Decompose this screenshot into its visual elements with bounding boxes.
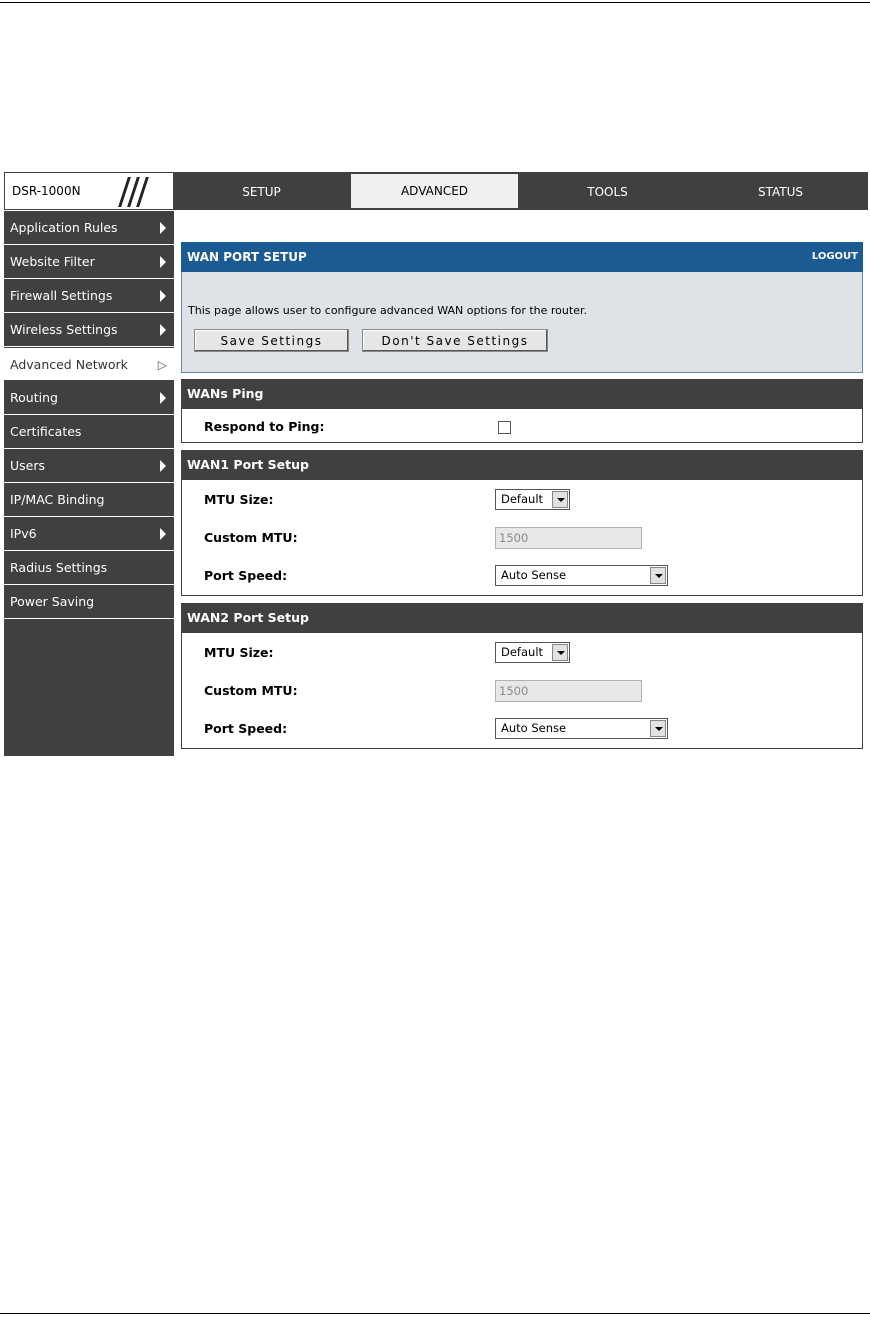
sidebar <box>4 211 174 756</box>
mtu-size-label: MTU Size: <box>204 492 274 507</box>
sidebar-item-label: Website Filter <box>10 254 95 269</box>
chevron-down-icon <box>552 644 568 661</box>
wan1-mtu-size-select[interactable] <box>495 489 570 510</box>
arrow-right-icon <box>160 290 166 302</box>
sidebar-item-label: Certificates <box>10 424 82 439</box>
sidebar-item-label: Users <box>10 458 46 473</box>
tab-status[interactable]: STATUS <box>695 172 866 210</box>
wan2-mtu-size-select[interactable] <box>495 642 570 663</box>
select-value: Default <box>501 645 544 659</box>
arrow-right-outline-icon: ▷ <box>157 358 167 372</box>
chevron-down-icon <box>650 720 666 737</box>
arrow-right-icon <box>160 256 166 268</box>
sidebar-item-label: IPv6 <box>10 526 37 541</box>
wan1-port-speed-select[interactable] <box>495 565 668 586</box>
arrow-right-icon <box>160 392 166 404</box>
tab-setup[interactable]: SETUP <box>176 172 347 210</box>
page-bottom-rule <box>0 1313 870 1314</box>
select-value: Auto Sense <box>501 568 567 582</box>
arrow-right-icon <box>160 528 166 540</box>
sidebar-item-label: Firewall Settings <box>10 288 113 303</box>
arrow-right-icon <box>160 460 166 472</box>
sidebar-item-firewall-settings[interactable] <box>4 279 174 313</box>
port-speed-label: Port Speed: <box>204 568 288 583</box>
wans-ping-header: WANs Ping <box>181 379 863 409</box>
wan1-custom-mtu-row <box>182 518 862 556</box>
wan1-port-setup-section <box>181 480 863 596</box>
sidebar-item-wireless-settings[interactable] <box>4 313 174 347</box>
sidebar-item-certificates[interactable] <box>4 415 174 449</box>
logout-link[interactable]: LOGOUT <box>811 251 858 262</box>
sidebar-item-label: Application Rules <box>10 220 118 235</box>
wan2-custom-mtu-row <box>182 671 862 709</box>
main-content <box>181 242 863 749</box>
wan2-mtu-size-row <box>182 633 862 671</box>
top-nav-bar <box>4 172 868 210</box>
main-tabs <box>176 172 868 210</box>
sidebar-item-label: IP/MAC Binding <box>10 492 105 507</box>
respond-to-ping-checkbox[interactable] <box>498 421 511 434</box>
wan2-port-speed-row <box>182 709 862 747</box>
sidebar-item-power-saving[interactable] <box>4 585 174 619</box>
select-value: Auto Sense <box>501 721 567 735</box>
chevron-down-icon <box>650 567 666 584</box>
wan-port-setup-header <box>181 242 863 272</box>
page-title: WAN PORT SETUP <box>187 250 307 264</box>
wan1-custom-mtu-input[interactable]: 1500 <box>495 527 642 549</box>
respond-to-ping-row <box>182 409 862 443</box>
sidebar-item-routing[interactable] <box>4 381 174 415</box>
wan2-port-setup-section <box>181 633 863 749</box>
custom-mtu-label: Custom MTU: <box>204 530 298 545</box>
sidebar-item-advanced-network[interactable] <box>4 347 174 381</box>
port-speed-label: Port Speed: <box>204 721 288 736</box>
sidebar-item-radius-settings[interactable] <box>4 551 174 585</box>
sidebar-item-label: Routing <box>10 390 58 405</box>
page-description: This page allows user to configure advanced WAN options for the router. <box>188 304 587 317</box>
dont-save-settings-button[interactable]: Don't Save Settings <box>362 329 548 352</box>
wan2-port-setup-header: WAN2 Port Setup <box>181 603 863 633</box>
sidebar-item-label: Power Saving <box>10 594 95 609</box>
wan-port-setup-panel <box>181 272 863 373</box>
wan2-custom-mtu-input[interactable]: 1500 <box>495 680 642 702</box>
sidebar-item-website-filter[interactable] <box>4 245 174 279</box>
tab-advanced[interactable]: ADVANCED <box>349 172 520 210</box>
arrow-right-icon <box>160 324 166 336</box>
wans-ping-section <box>181 409 863 443</box>
sidebar-item-label: Advanced Network <box>10 357 128 372</box>
page-top-rule <box>0 2 870 3</box>
router-admin-ui <box>4 172 868 756</box>
sidebar-item-label: Radius Settings <box>10 560 108 575</box>
device-logo <box>4 172 174 210</box>
sidebar-item-ipv6[interactable] <box>4 517 174 551</box>
select-value: Default <box>501 492 544 506</box>
chevron-down-icon <box>552 491 568 508</box>
sidebar-item-users[interactable] <box>4 449 174 483</box>
device-name: DSR-1000N <box>12 184 81 198</box>
wan2-port-speed-select[interactable] <box>495 718 668 739</box>
wan1-port-speed-row <box>182 556 862 594</box>
sidebar-item-label: Wireless Settings <box>10 322 118 337</box>
save-settings-button[interactable]: Save Settings <box>194 329 349 352</box>
respond-to-ping-label: Respond to Ping: <box>204 419 325 434</box>
arrow-right-icon <box>160 222 166 234</box>
wan1-port-setup-header: WAN1 Port Setup <box>181 450 863 480</box>
custom-mtu-label: Custom MTU: <box>204 683 298 698</box>
sidebar-item-application-rules[interactable] <box>4 211 174 245</box>
sidebar-item-ip-mac-binding[interactable] <box>4 483 174 517</box>
mtu-size-label: MTU Size: <box>204 645 274 660</box>
tab-tools[interactable]: TOOLS <box>522 172 693 210</box>
wan1-mtu-size-row <box>182 480 862 518</box>
